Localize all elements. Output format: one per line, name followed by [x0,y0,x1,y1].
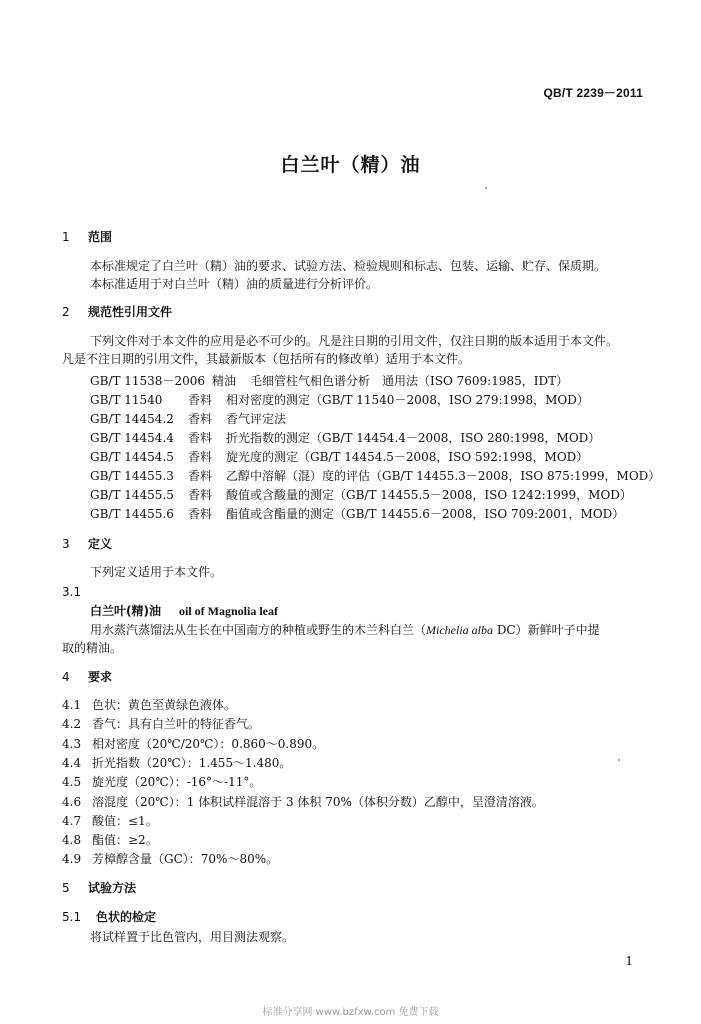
item-text: 香气：具有白兰叶的特征香气。 [92,717,261,731]
item-number: 4.6 [62,795,82,809]
ref-code: GB/T 14454.2 [90,412,174,426]
ref-desc: 折光指数的测定（GB/T 14454.4－2008，ISO 280:1998，MOD） [226,431,601,445]
paragraph: 下列定义适用于本文件。 [90,565,223,579]
ref-code: GB/T 14454.5 [90,450,174,464]
item-number: 4.4 [62,756,82,770]
standard-code: QB/T 2239－2011 [543,86,643,100]
requirement-item [62,813,158,829]
scan-speck [618,759,620,761]
ref-category: 香料 [188,507,213,521]
ref-desc: 香气评定法 [226,412,287,426]
section-title: 规范性引用文件 [88,305,173,319]
section-number: 3 [62,537,70,551]
subsection-title: 色状的检定 [96,910,157,924]
item-number: 4.1 [62,698,82,712]
requirement-item [62,794,544,810]
ref-category: 香料 [188,488,213,502]
ref-code: GB/T 14455.5 [90,488,174,502]
reference-item [90,468,660,484]
requirement-item [62,736,324,752]
section-4-heading [62,669,112,685]
ref-desc: 酸值或含酸量的测定（GB/T 14455.5－2008，ISO 1242:1999，MOD） [226,488,632,502]
item-text: 酸值：≤1。 [92,814,158,828]
ref-desc: 乙醇中溶解（混）度的评估（GB/T 14455.3－2008，ISO 875:1999，MOD） [226,469,661,483]
item-text: 折光指数（20℃）：1.455～1.480。 [92,756,292,770]
term-entry [90,603,278,619]
reference-item [90,392,589,408]
subsection-number: 3.1 [62,585,82,599]
ref-desc: 毛细管柱气相色谱分析 通用法（ISO 7609:1985，IDT） [250,374,569,388]
subsection-number: 5.1 [62,910,82,924]
watermark: 标准分享网 www.bzfxw.com 免费下载 [262,1007,439,1018]
section-title: 范围 [88,230,113,244]
requirement-item [62,716,260,732]
paragraph: 将试样置于比色管内，用目测法观察。 [90,930,295,944]
ref-category: 香料 [188,431,213,445]
section-number: 1 [62,230,70,244]
reference-item [90,449,588,465]
ref-category: 香料 [188,450,213,464]
section-5-heading [62,880,136,896]
ref-code: GB/T 14454.4 [90,431,174,445]
term-chinese: 白兰叶(精)油 [90,604,161,618]
section-title: 试验方法 [88,881,137,895]
definition-line: 取的精油。 [62,641,123,655]
reference-item [90,506,624,522]
definition-text: 用水蒸汽蒸馏法从生长在中国南方的种植或野生的木兰科白兰（ [90,623,427,637]
ref-code: GB/T 11538－2006 [90,374,205,388]
item-number: 4.2 [62,717,82,731]
ref-desc: 旋光度的测定（GB/T 14454.5－2008，ISO 592:1998，MOD） [226,450,589,464]
scan-speck [485,187,487,189]
item-number: 4.3 [62,737,82,751]
reference-item [90,373,568,389]
requirement-item [62,697,236,713]
ref-code: GB/T 11540 [90,393,163,407]
page-number: 1 [625,954,633,968]
ref-code: GB/T 14455.6 [90,507,174,521]
ref-desc: 相对密度的测定（GB/T 11540－2008，ISO 279:1998，MOD） [226,393,589,407]
definition-line [90,622,600,638]
item-text: 溶混度（20℃）：1 体积试样混溶于 3 体积 70%（体积分数）乙醇中，呈澄清溶液。 [92,795,544,809]
item-text: 芳樟醇含量（GC）：70%～80%。 [92,852,279,866]
ref-code: GB/T 14455.3 [90,469,174,483]
section-number: 5 [62,881,70,895]
item-number: 4.5 [62,775,82,789]
section-number: 2 [62,305,70,319]
section-1-heading [62,229,112,245]
reference-item [90,430,600,446]
ref-category: 香料 [188,393,213,407]
item-text: 相对密度（20℃/20℃）：0.860～0.890。 [92,737,325,751]
paragraph: 本标准规定了白兰叶（精）油的要求、试验方法、检验规则和标志、包装、运输、贮存、保质期。 [90,259,607,273]
ref-category: 精油 [212,374,237,388]
item-number: 4.7 [62,814,82,828]
item-text: 酯值：≥2。 [92,833,158,847]
requirement-item [62,755,291,771]
item-text: 旋光度（20℃）：-16°～-11°。 [92,775,262,789]
section-2-heading [62,304,172,320]
requirement-item [62,832,158,848]
requirement-item [62,774,261,790]
ref-desc: 酯值或含酯量的测定（GB/T 14455.6－2008，ISO 709:2001，MOD） [226,507,625,521]
paragraph: 下列文件对于本文件的应用是必不可少的。凡是注日期的引用文件，仅注日期的版本适用于本文件。 [90,334,619,348]
subsection-heading [62,909,156,925]
item-number: 4.8 [62,833,82,847]
document-title: 白兰叶（精）油 [280,154,421,176]
definition-text: DC）新鲜叶子中提 [493,623,600,637]
item-text: 色状：黄色至黄绿色液体。 [92,698,237,712]
reference-item [90,487,632,503]
ref-category: 香料 [188,412,213,426]
requirement-item [62,851,278,867]
section-3-heading [62,536,112,552]
term-english: oil of Magnolia leaf [178,604,278,618]
reference-item [90,411,286,427]
scientific-name: Michelia alba [426,623,493,637]
paragraph: 本标准适用于对白兰叶（精）油的质量进行分析评价。 [90,277,379,291]
ref-category: 香料 [188,469,213,483]
section-number: 4 [62,670,70,684]
paragraph: 凡是不注日期的引用文件，其最新版本（包括所有的修改单）适用于本文件。 [62,352,471,366]
section-title: 要求 [88,670,113,684]
item-number: 4.9 [62,852,82,866]
section-title: 定义 [88,537,113,551]
